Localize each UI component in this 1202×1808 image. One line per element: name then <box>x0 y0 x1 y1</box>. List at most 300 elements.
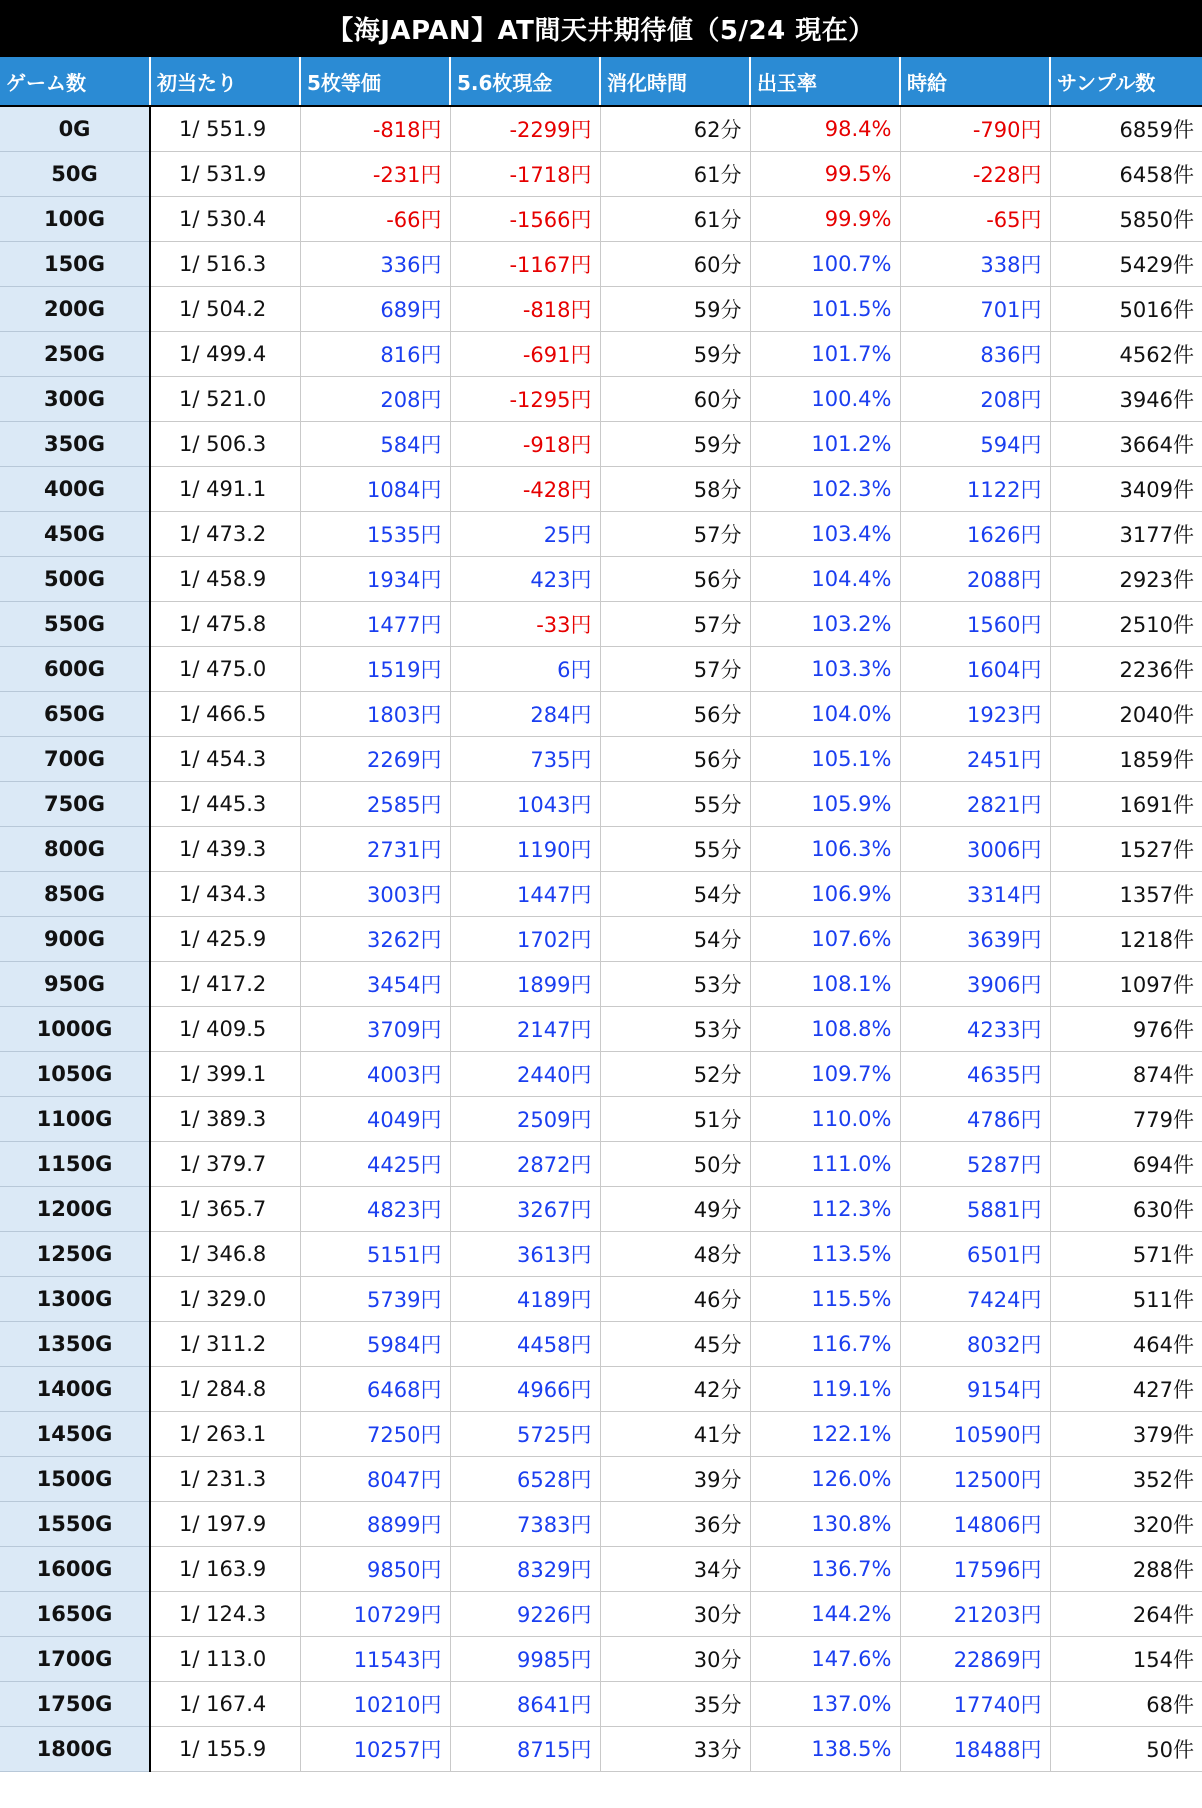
cell-payout-rate: 103.4% <box>750 512 900 557</box>
cell-play-time: 50分 <box>600 1142 750 1187</box>
cell-hourly-wage: 1122円 <box>900 467 1050 512</box>
cell-payout-rate: 101.5% <box>750 287 900 332</box>
table-row <box>0 962 1202 1007</box>
cell-game-count: 750G <box>0 782 150 827</box>
cell-play-time: 39分 <box>600 1457 750 1502</box>
cell-first-hit: 1/ 551.9 <box>150 106 300 152</box>
cell-payout-rate: 105.1% <box>750 737 900 782</box>
cell-payout-rate: 130.8% <box>750 1502 900 1547</box>
table-row <box>0 1592 1202 1637</box>
cell-sample-count: 352件 <box>1050 1457 1202 1502</box>
cell-first-hit: 1/ 445.3 <box>150 782 300 827</box>
cell-5-6-cash: 1447円 <box>450 872 600 917</box>
cell-play-time: 53分 <box>600 1007 750 1052</box>
cell-5-6-cash: -2299円 <box>450 106 600 152</box>
cell-5-6-cash: 9985円 <box>450 1637 600 1682</box>
cell-5-6-cash: 8641円 <box>450 1682 600 1727</box>
cell-hourly-wage: 9154円 <box>900 1367 1050 1412</box>
cell-play-time: 55分 <box>600 827 750 872</box>
cell-5-equivalent: 5151円 <box>300 1232 450 1277</box>
cell-first-hit: 1/ 197.9 <box>150 1502 300 1547</box>
table-row <box>0 1547 1202 1592</box>
cell-sample-count: 320件 <box>1050 1502 1202 1547</box>
cell-play-time: 30分 <box>600 1592 750 1637</box>
cell-5-6-cash: 9226円 <box>450 1592 600 1637</box>
cell-sample-count: 1691件 <box>1050 782 1202 827</box>
cell-payout-rate: 107.6% <box>750 917 900 962</box>
cell-hourly-wage: 1923円 <box>900 692 1050 737</box>
cell-payout-rate: 108.8% <box>750 1007 900 1052</box>
table-row <box>0 1502 1202 1547</box>
table-row <box>0 1232 1202 1277</box>
cell-play-time: 57分 <box>600 512 750 557</box>
cell-5-equivalent: 2269円 <box>300 737 450 782</box>
cell-game-count: 100G <box>0 197 150 242</box>
cell-payout-rate: 138.5% <box>750 1727 900 1772</box>
cell-hourly-wage: 3906円 <box>900 962 1050 1007</box>
cell-game-count: 1450G <box>0 1412 150 1457</box>
cell-payout-rate: 122.1% <box>750 1412 900 1457</box>
cell-hourly-wage: 10590円 <box>900 1412 1050 1457</box>
cell-payout-rate: 104.0% <box>750 692 900 737</box>
expected-value-table <box>0 57 1202 1772</box>
cell-game-count: 1350G <box>0 1322 150 1367</box>
cell-game-count: 700G <box>0 737 150 782</box>
cell-payout-rate: 103.3% <box>750 647 900 692</box>
cell-game-count: 1150G <box>0 1142 150 1187</box>
cell-payout-rate: 113.5% <box>750 1232 900 1277</box>
cell-5-6-cash: 4966円 <box>450 1367 600 1412</box>
cell-payout-rate: 102.3% <box>750 467 900 512</box>
cell-sample-count: 50件 <box>1050 1727 1202 1772</box>
cell-game-count: 900G <box>0 917 150 962</box>
cell-5-6-cash: 1190円 <box>450 827 600 872</box>
cell-hourly-wage: 2821円 <box>900 782 1050 827</box>
cell-game-count: 1700G <box>0 1637 150 1682</box>
cell-5-6-cash: 8329円 <box>450 1547 600 1592</box>
cell-play-time: 56分 <box>600 692 750 737</box>
header-first-hit: 初当たり <box>150 57 300 106</box>
cell-first-hit: 1/ 475.8 <box>150 602 300 647</box>
cell-5-6-cash: 3267円 <box>450 1187 600 1232</box>
cell-5-6-cash: -691円 <box>450 332 600 377</box>
cell-5-equivalent: 6468円 <box>300 1367 450 1412</box>
cell-game-count: 650G <box>0 692 150 737</box>
cell-5-6-cash: 8715円 <box>450 1727 600 1772</box>
cell-sample-count: 6859件 <box>1050 106 1202 152</box>
table-row <box>0 737 1202 782</box>
cell-hourly-wage: 3639円 <box>900 917 1050 962</box>
cell-play-time: 53分 <box>600 962 750 1007</box>
cell-sample-count: 3409件 <box>1050 467 1202 512</box>
cell-game-count: 1550G <box>0 1502 150 1547</box>
table-row <box>0 1187 1202 1232</box>
cell-hourly-wage: 4233円 <box>900 1007 1050 1052</box>
cell-first-hit: 1/ 499.4 <box>150 332 300 377</box>
cell-sample-count: 1097件 <box>1050 962 1202 1007</box>
cell-5-equivalent: 4425円 <box>300 1142 450 1187</box>
cell-game-count: 1600G <box>0 1547 150 1592</box>
cell-5-equivalent: 8047円 <box>300 1457 450 1502</box>
table-row <box>0 647 1202 692</box>
cell-first-hit: 1/ 425.9 <box>150 917 300 962</box>
cell-sample-count: 1357件 <box>1050 872 1202 917</box>
table-row <box>0 467 1202 512</box>
cell-5-equivalent: 8899円 <box>300 1502 450 1547</box>
cell-payout-rate: 99.9% <box>750 197 900 242</box>
cell-sample-count: 694件 <box>1050 1142 1202 1187</box>
cell-play-time: 61分 <box>600 152 750 197</box>
cell-5-6-cash: -818円 <box>450 287 600 332</box>
cell-sample-count: 68件 <box>1050 1682 1202 1727</box>
cell-sample-count: 264件 <box>1050 1592 1202 1637</box>
cell-sample-count: 5429件 <box>1050 242 1202 287</box>
cell-5-6-cash: -918円 <box>450 422 600 467</box>
cell-5-6-cash: 1043円 <box>450 782 600 827</box>
cell-hourly-wage: 2451円 <box>900 737 1050 782</box>
cell-first-hit: 1/ 389.3 <box>150 1097 300 1142</box>
cell-play-time: 59分 <box>600 422 750 467</box>
cell-game-count: 1650G <box>0 1592 150 1637</box>
cell-play-time: 30分 <box>600 1637 750 1682</box>
cell-play-time: 60分 <box>600 242 750 287</box>
cell-first-hit: 1/ 163.9 <box>150 1547 300 1592</box>
cell-5-6-cash: 3613円 <box>450 1232 600 1277</box>
cell-5-6-cash: 1702円 <box>450 917 600 962</box>
cell-5-equivalent: -231円 <box>300 152 450 197</box>
cell-first-hit: 1/ 491.1 <box>150 467 300 512</box>
cell-hourly-wage: 17596円 <box>900 1547 1050 1592</box>
cell-sample-count: 976件 <box>1050 1007 1202 1052</box>
cell-game-count: 300G <box>0 377 150 422</box>
cell-5-equivalent: 3262円 <box>300 917 450 962</box>
cell-payout-rate: 115.5% <box>750 1277 900 1322</box>
cell-play-time: 59分 <box>600 332 750 377</box>
cell-5-6-cash: 735円 <box>450 737 600 782</box>
table-row <box>0 1727 1202 1772</box>
cell-first-hit: 1/ 311.2 <box>150 1322 300 1367</box>
cell-sample-count: 2236件 <box>1050 647 1202 692</box>
cell-5-6-cash: 7383円 <box>450 1502 600 1547</box>
cell-hourly-wage: 4635円 <box>900 1052 1050 1097</box>
cell-payout-rate: 103.2% <box>750 602 900 647</box>
cell-payout-rate: 106.9% <box>750 872 900 917</box>
cell-first-hit: 1/ 365.7 <box>150 1187 300 1232</box>
cell-play-time: 46分 <box>600 1277 750 1322</box>
cell-sample-count: 3177件 <box>1050 512 1202 557</box>
table-row <box>0 106 1202 152</box>
cell-payout-rate: 136.7% <box>750 1547 900 1592</box>
cell-game-count: 500G <box>0 557 150 602</box>
cell-game-count: 600G <box>0 647 150 692</box>
cell-5-6-cash: 2509円 <box>450 1097 600 1142</box>
cell-first-hit: 1/ 506.3 <box>150 422 300 467</box>
cell-hourly-wage: 2088円 <box>900 557 1050 602</box>
table-row <box>0 332 1202 377</box>
cell-game-count: 800G <box>0 827 150 872</box>
cell-5-6-cash: -1718円 <box>450 152 600 197</box>
cell-hourly-wage: 3006円 <box>900 827 1050 872</box>
cell-sample-count: 511件 <box>1050 1277 1202 1322</box>
cell-hourly-wage: 1626円 <box>900 512 1050 557</box>
cell-5-6-cash: 2147円 <box>450 1007 600 1052</box>
cell-hourly-wage: -228円 <box>900 152 1050 197</box>
cell-5-6-cash: -1167円 <box>450 242 600 287</box>
table-row <box>0 1637 1202 1682</box>
cell-5-equivalent: 9850円 <box>300 1547 450 1592</box>
cell-hourly-wage: 17740円 <box>900 1682 1050 1727</box>
cell-5-equivalent: 1519円 <box>300 647 450 692</box>
cell-payout-rate: 100.4% <box>750 377 900 422</box>
cell-first-hit: 1/ 167.4 <box>150 1682 300 1727</box>
cell-5-6-cash: -1295円 <box>450 377 600 422</box>
cell-play-time: 42分 <box>600 1367 750 1412</box>
cell-game-count: 1750G <box>0 1682 150 1727</box>
cell-payout-rate: 101.2% <box>750 422 900 467</box>
cell-hourly-wage: 4786円 <box>900 1097 1050 1142</box>
cell-5-equivalent: 336円 <box>300 242 450 287</box>
cell-sample-count: 1859件 <box>1050 737 1202 782</box>
cell-payout-rate: 126.0% <box>750 1457 900 1502</box>
cell-game-count: 1500G <box>0 1457 150 1502</box>
cell-5-6-cash: 2440円 <box>450 1052 600 1097</box>
cell-payout-rate: 105.9% <box>750 782 900 827</box>
cell-5-equivalent: 11543円 <box>300 1637 450 1682</box>
cell-payout-rate: 109.7% <box>750 1052 900 1097</box>
cell-play-time: 49分 <box>600 1187 750 1232</box>
cell-first-hit: 1/ 113.0 <box>150 1637 300 1682</box>
header-hourly-wage: 時給 <box>900 57 1050 106</box>
table-row <box>0 1007 1202 1052</box>
cell-payout-rate: 110.0% <box>750 1097 900 1142</box>
cell-sample-count: 1218件 <box>1050 917 1202 962</box>
cell-first-hit: 1/ 434.3 <box>150 872 300 917</box>
cell-hourly-wage: 208円 <box>900 377 1050 422</box>
cell-sample-count: 288件 <box>1050 1547 1202 1592</box>
cell-hourly-wage: 5881円 <box>900 1187 1050 1232</box>
cell-hourly-wage: 18488円 <box>900 1727 1050 1772</box>
cell-5-equivalent: 208円 <box>300 377 450 422</box>
cell-hourly-wage: 1604円 <box>900 647 1050 692</box>
cell-sample-count: 379件 <box>1050 1412 1202 1457</box>
cell-play-time: 56分 <box>600 737 750 782</box>
cell-first-hit: 1/ 521.0 <box>150 377 300 422</box>
cell-5-6-cash: 284円 <box>450 692 600 737</box>
cell-game-count: 1800G <box>0 1727 150 1772</box>
cell-5-equivalent: 4049円 <box>300 1097 450 1142</box>
cell-game-count: 350G <box>0 422 150 467</box>
cell-5-equivalent: 816円 <box>300 332 450 377</box>
cell-first-hit: 1/ 379.7 <box>150 1142 300 1187</box>
cell-payout-rate: 98.4% <box>750 106 900 152</box>
cell-sample-count: 874件 <box>1050 1052 1202 1097</box>
cell-5-equivalent: 4823円 <box>300 1187 450 1232</box>
cell-hourly-wage: 5287円 <box>900 1142 1050 1187</box>
cell-5-equivalent: 584円 <box>300 422 450 467</box>
cell-game-count: 1050G <box>0 1052 150 1097</box>
header-5-6-cash: 5.6枚現金 <box>450 57 600 106</box>
cell-sample-count: 2510件 <box>1050 602 1202 647</box>
cell-sample-count: 779件 <box>1050 1097 1202 1142</box>
cell-play-time: 55分 <box>600 782 750 827</box>
cell-hourly-wage: -790円 <box>900 106 1050 152</box>
table-row <box>0 1052 1202 1097</box>
table-row <box>0 827 1202 872</box>
cell-play-time: 61分 <box>600 197 750 242</box>
cell-payout-rate: 104.4% <box>750 557 900 602</box>
cell-sample-count: 3946件 <box>1050 377 1202 422</box>
cell-play-time: 54分 <box>600 872 750 917</box>
cell-hourly-wage: 836円 <box>900 332 1050 377</box>
cell-5-6-cash: 1899円 <box>450 962 600 1007</box>
cell-5-equivalent: 689円 <box>300 287 450 332</box>
table-row <box>0 197 1202 242</box>
cell-5-6-cash: 4189円 <box>450 1277 600 1322</box>
cell-5-equivalent: 5984円 <box>300 1322 450 1367</box>
cell-5-6-cash: 6円 <box>450 647 600 692</box>
header-payout-rate: 出玉率 <box>750 57 900 106</box>
table-row <box>0 287 1202 332</box>
cell-hourly-wage: 3314円 <box>900 872 1050 917</box>
cell-hourly-wage: 7424円 <box>900 1277 1050 1322</box>
cell-play-time: 59分 <box>600 287 750 332</box>
cell-first-hit: 1/ 231.3 <box>150 1457 300 1502</box>
cell-payout-rate: 101.7% <box>750 332 900 377</box>
cell-5-equivalent: 1477円 <box>300 602 450 647</box>
cell-game-count: 450G <box>0 512 150 557</box>
cell-payout-rate: 100.7% <box>750 242 900 287</box>
cell-sample-count: 1527件 <box>1050 827 1202 872</box>
cell-game-count: 550G <box>0 602 150 647</box>
cell-sample-count: 5850件 <box>1050 197 1202 242</box>
table-row <box>0 377 1202 422</box>
table-row <box>0 1412 1202 1457</box>
cell-hourly-wage: 21203円 <box>900 1592 1050 1637</box>
cell-play-time: 54分 <box>600 917 750 962</box>
cell-payout-rate: 116.7% <box>750 1322 900 1367</box>
cell-payout-rate: 111.0% <box>750 1142 900 1187</box>
cell-sample-count: 154件 <box>1050 1637 1202 1682</box>
cell-hourly-wage: 22869円 <box>900 1637 1050 1682</box>
table-row <box>0 242 1202 287</box>
cell-payout-rate: 99.5% <box>750 152 900 197</box>
cell-first-hit: 1/ 454.3 <box>150 737 300 782</box>
cell-5-equivalent: 2731円 <box>300 827 450 872</box>
cell-sample-count: 427件 <box>1050 1367 1202 1412</box>
cell-hourly-wage: 594円 <box>900 422 1050 467</box>
cell-hourly-wage: 338円 <box>900 242 1050 287</box>
cell-game-count: 150G <box>0 242 150 287</box>
cell-play-time: 52分 <box>600 1052 750 1097</box>
cell-first-hit: 1/ 155.9 <box>150 1727 300 1772</box>
table-row <box>0 872 1202 917</box>
cell-5-6-cash: -1566円 <box>450 197 600 242</box>
page-title: 【海JAPAN】AT間天井期待値（5/24 現在） <box>0 0 1202 57</box>
cell-5-6-cash: 25円 <box>450 512 600 557</box>
cell-sample-count: 571件 <box>1050 1232 1202 1277</box>
cell-first-hit: 1/ 263.1 <box>150 1412 300 1457</box>
cell-sample-count: 5016件 <box>1050 287 1202 332</box>
cell-play-time: 57分 <box>600 602 750 647</box>
cell-5-6-cash: 2872円 <box>450 1142 600 1187</box>
cell-game-count: 1100G <box>0 1097 150 1142</box>
cell-first-hit: 1/ 346.8 <box>150 1232 300 1277</box>
cell-sample-count: 6458件 <box>1050 152 1202 197</box>
table-row <box>0 1682 1202 1727</box>
cell-game-count: 50G <box>0 152 150 197</box>
table-row <box>0 1277 1202 1322</box>
cell-game-count: 1250G <box>0 1232 150 1277</box>
cell-play-time: 56分 <box>600 557 750 602</box>
table-header <box>0 57 1202 106</box>
cell-5-6-cash: 5725円 <box>450 1412 600 1457</box>
cell-payout-rate: 106.3% <box>750 827 900 872</box>
cell-payout-rate: 144.2% <box>750 1592 900 1637</box>
header-sample-count: サンプル数 <box>1050 57 1202 106</box>
cell-first-hit: 1/ 409.5 <box>150 1007 300 1052</box>
cell-play-time: 57分 <box>600 647 750 692</box>
cell-5-equivalent: 10257円 <box>300 1727 450 1772</box>
cell-hourly-wage: 701円 <box>900 287 1050 332</box>
cell-5-6-cash: -428円 <box>450 467 600 512</box>
cell-5-equivalent: 10729円 <box>300 1592 450 1637</box>
cell-game-count: 250G <box>0 332 150 377</box>
cell-5-equivalent: 1535円 <box>300 512 450 557</box>
cell-hourly-wage: 8032円 <box>900 1322 1050 1367</box>
table-row <box>0 1142 1202 1187</box>
table-row <box>0 602 1202 647</box>
cell-first-hit: 1/ 475.0 <box>150 647 300 692</box>
cell-first-hit: 1/ 417.2 <box>150 962 300 1007</box>
cell-play-time: 51分 <box>600 1097 750 1142</box>
cell-game-count: 0G <box>0 106 150 152</box>
cell-5-equivalent: 1934円 <box>300 557 450 602</box>
table-row <box>0 1097 1202 1142</box>
cell-5-equivalent: 3454円 <box>300 962 450 1007</box>
cell-play-time: 35分 <box>600 1682 750 1727</box>
cell-first-hit: 1/ 516.3 <box>150 242 300 287</box>
cell-play-time: 48分 <box>600 1232 750 1277</box>
table-row <box>0 422 1202 467</box>
cell-first-hit: 1/ 466.5 <box>150 692 300 737</box>
cell-play-time: 60分 <box>600 377 750 422</box>
header-5-equivalent: 5枚等価 <box>300 57 450 106</box>
cell-sample-count: 2923件 <box>1050 557 1202 602</box>
cell-payout-rate: 112.3% <box>750 1187 900 1232</box>
cell-first-hit: 1/ 329.0 <box>150 1277 300 1322</box>
header-game-count: ゲーム数 <box>0 57 150 106</box>
cell-5-equivalent: 5739円 <box>300 1277 450 1322</box>
cell-5-6-cash: 423円 <box>450 557 600 602</box>
table-row <box>0 1367 1202 1412</box>
cell-first-hit: 1/ 124.3 <box>150 1592 300 1637</box>
cell-5-equivalent: 1084円 <box>300 467 450 512</box>
cell-play-time: 36分 <box>600 1502 750 1547</box>
cell-first-hit: 1/ 530.4 <box>150 197 300 242</box>
cell-hourly-wage: 1560円 <box>900 602 1050 647</box>
cell-5-6-cash: -33円 <box>450 602 600 647</box>
cell-payout-rate: 147.6% <box>750 1637 900 1682</box>
cell-payout-rate: 137.0% <box>750 1682 900 1727</box>
cell-5-equivalent: 4003円 <box>300 1052 450 1097</box>
cell-sample-count: 4562件 <box>1050 332 1202 377</box>
table-row <box>0 1322 1202 1367</box>
cell-sample-count: 630件 <box>1050 1187 1202 1232</box>
cell-sample-count: 3664件 <box>1050 422 1202 467</box>
cell-play-time: 34分 <box>600 1547 750 1592</box>
table-row <box>0 512 1202 557</box>
cell-hourly-wage: -65円 <box>900 197 1050 242</box>
